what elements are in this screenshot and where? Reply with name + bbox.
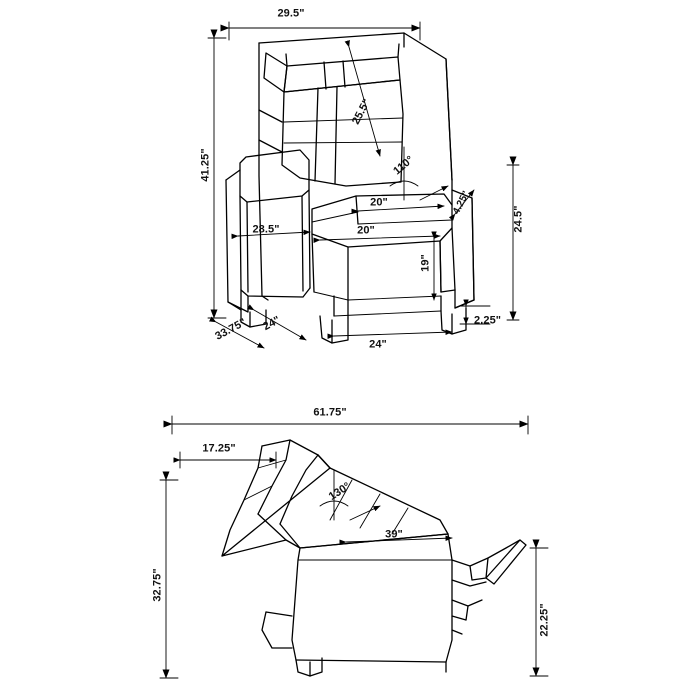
dimension-label-depth-24: 24"	[261, 314, 283, 334]
dimension-label-back-height: 41.25"	[199, 148, 212, 182]
dimension-label-reclined-height: 32.75"	[151, 568, 164, 602]
dimension-label-overall-height: 24.5"	[512, 205, 525, 233]
dimension-label-seat-depth-inner: 20"	[370, 196, 388, 209]
dimension-label-arm-length: 28.5"	[252, 223, 280, 236]
dimension-label-base-depth: 33.75"	[213, 316, 249, 343]
dimension-label-backrest-height: 25.5"	[349, 96, 374, 127]
dimension-label-back-angle: 110°	[391, 153, 417, 178]
dimension-label-seat-width: 20"	[357, 224, 375, 237]
dimension-label-reclined-length: 61.75"	[313, 406, 347, 419]
dimension-label-headrest-length: 17.25"	[202, 442, 236, 455]
dimension-label-seat-back-clearance: 2.25"	[474, 314, 502, 327]
dimension-label-width-top: 29.5"	[277, 7, 305, 20]
dimension-label-seat-height: 19"	[419, 254, 432, 272]
dimension-label-recline-angle: 130°	[326, 480, 353, 503]
dimension-label-arm-width: 4.25"	[451, 189, 473, 217]
dimension-label-seat-length-reclined: 39"	[385, 528, 403, 541]
dimension-label-footrest-height: 22.25"	[538, 603, 551, 637]
dimension-label-base-width: 24"	[369, 338, 387, 351]
